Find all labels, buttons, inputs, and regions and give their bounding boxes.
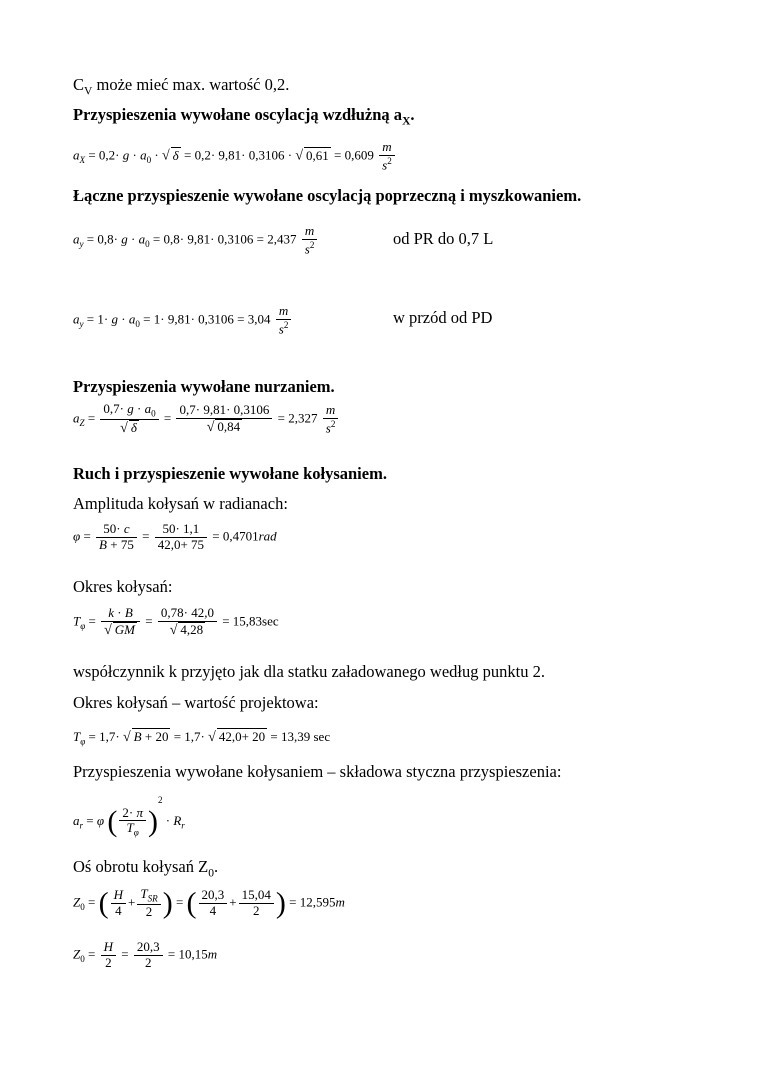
text-amplitude: Amplituda kołysań w radianach: <box>73 494 288 513</box>
text-period-design: Okres kołysań – wartość projektowa: <box>73 693 319 712</box>
equation-phi: φ = $\frac{50\cdot c}{B + 75}$ = $\frac{50\cdot 1,1}{42,0+ 75}$ = 0,4701rad <box>73 521 277 552</box>
cv-subscript: V <box>84 85 93 98</box>
equation-ay-1: $a_y = 0,8\cdot g \cdot a_0 = 0,8\cdot 9,81\cdot 0,3106 = 2,437$ $\frac{m}{s^2}$ <box>73 224 319 257</box>
text-axis: Oś obrotu kołysań $Z_0$. <box>73 857 219 880</box>
heading-roll: Ruch i przyspieszenie wywołane kołysaniem. <box>73 464 387 483</box>
cv-line <box>73 75 289 97</box>
heading-ax-end: . <box>410 105 415 124</box>
text-tangent: Przyspieszenia wywołane kołysaniem – składowa styczna przyspieszenia: <box>73 762 562 781</box>
heading-ax-sub: X <box>402 115 411 128</box>
equation-az: $a_Z$ = $\frac{0,7\cdot g \cdot a_0}{√ \delta}$ = $\frac{0,7\cdot 9,81\cdot 0,3106}{√ 0,84}$ = 2,327 $\frac{m}{s^2}$ <box>73 402 340 437</box>
equation-z0-b: $Z_0$ = $\frac{H}{2}$ = $\frac{20,3}{2}$ = 10,15m <box>73 939 218 970</box>
equation-a-r: $a_r = \varphi$ ( $\frac{2\cdot \pi}{T_\varphi}$ )$^2 \cdot R_r$ <box>73 795 185 839</box>
cv-text: może mieć max. wartość 0,2. <box>92 75 290 94</box>
equation-z0-a: $Z_0$ = ( $\frac{H}{4}$ + $\frac{T_{SR}}{2}$ ) = ( $\frac{20,3}{4}$ + $\frac{15,04}{2}$ ) = 12,595m <box>73 886 345 920</box>
equation-t-phi: $T_\varphi$ = $\frac{k \cdot B}{√ GM}$ = $\frac{0,78\cdot 42,0}{√ 4,28}$ = 15,83sec <box>73 605 279 638</box>
ay2-range-note: w przód od PD <box>393 308 493 327</box>
heading-az: Przyspieszenia wywołane nurzaniem. <box>73 377 335 396</box>
text-period: Okres kołysań: <box>73 577 173 596</box>
heading-ax-text: Przyspieszenia wywołane oscylacją wzdłużną a <box>73 105 403 124</box>
equation-ax: $a_X = 0,2\cdot g \cdot a_0$ · √ δ = 0,2· 9,81· 0,3106 · √ 0,61 = 0,609 $\frac{m}{s^2}$ <box>73 140 397 173</box>
ay1-range-note: od PR do 0,7 L <box>393 229 494 248</box>
heading-ay: Łączne przyspieszenie wywołane oscylacją poprzeczną i myszkowaniem. <box>73 186 582 205</box>
cv-symbol: C <box>73 75 85 94</box>
equation-ay-2: $a_y = 1\cdot g \cdot a_0 = 1\cdot 9,81\cdot 0,3106 = 3,04$ $\frac{m}{s^2}$ <box>73 304 293 337</box>
equation-t-phi-design: $T_\varphi = 1,7\cdot$ √ B + 20 = 1,7· √ 42,0+ 20 = 13,39 sec <box>73 729 331 747</box>
heading-ax <box>73 105 415 127</box>
text-coefficient: współczynnik k przyjęto jak dla statku załadowanego według punktu 2. <box>73 662 545 681</box>
